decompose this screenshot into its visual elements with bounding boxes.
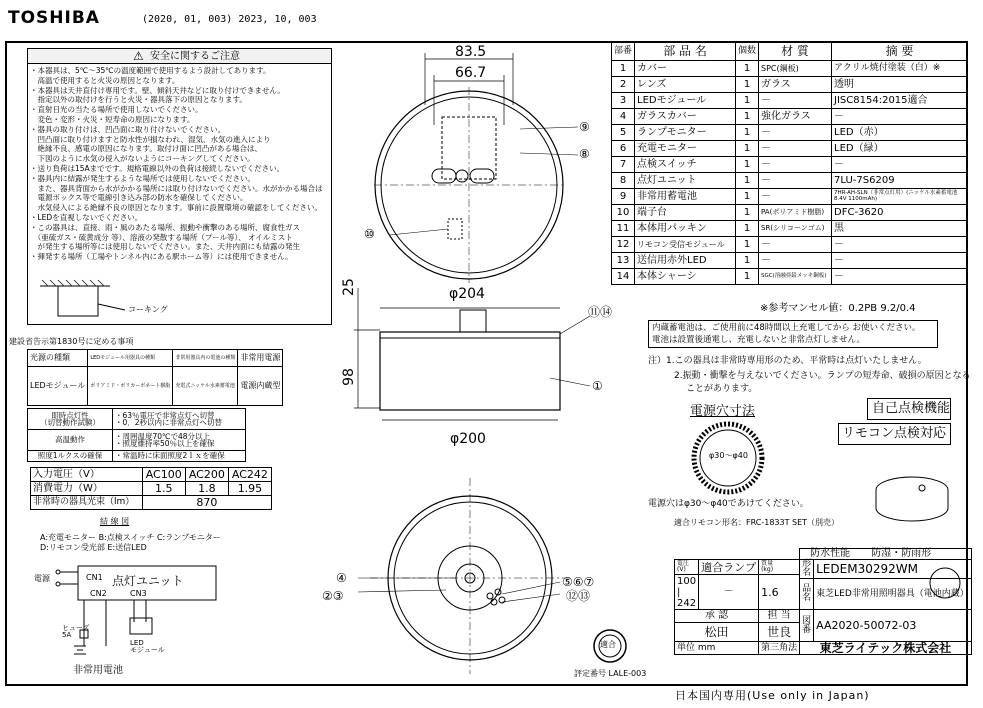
table-header: 部番 bbox=[612, 42, 635, 61]
table-cell: 13 bbox=[612, 253, 635, 269]
table-cell: ガラスカバー bbox=[635, 109, 736, 125]
table-row bbox=[612, 42, 968, 61]
table-row bbox=[675, 549, 972, 560]
table-cell: 点検スイッチ bbox=[635, 157, 736, 173]
table-cell: 1 bbox=[736, 269, 759, 285]
table-cell: PA(ポリアミド樹脂) bbox=[759, 205, 832, 221]
table-row bbox=[675, 560, 972, 575]
table-cell: 1 bbox=[736, 61, 759, 77]
table-cell: － bbox=[759, 157, 832, 173]
safety-line: 絶縁不良、感電の原因になります。取付け面に凹凸がある場合は、 bbox=[30, 144, 262, 154]
callout-8: ⑧ bbox=[579, 147, 590, 161]
table-cell: 入力電圧（V） bbox=[31, 468, 143, 482]
table-cell: ガラス bbox=[759, 77, 832, 93]
table-header: 個数 bbox=[736, 42, 759, 61]
table-cell: － bbox=[832, 253, 968, 269]
table-cell: 透明 bbox=[832, 77, 968, 93]
cn3-label: CN3 bbox=[130, 589, 147, 598]
table-row bbox=[612, 221, 968, 237]
hole-size: φ30～φ40 bbox=[709, 451, 748, 460]
table-row bbox=[612, 237, 968, 253]
table-row bbox=[612, 189, 968, 205]
table-cell: 非常用器具内の電池の種類 bbox=[173, 350, 238, 367]
dim-66-7: 66.7 bbox=[455, 65, 487, 81]
table-cell: LEDEM30292WM bbox=[814, 560, 972, 579]
wiring-title: 結 線 図 bbox=[100, 517, 130, 526]
table-row bbox=[612, 205, 968, 221]
table-cell: 消費電力（W） bbox=[31, 482, 143, 496]
callout-2-3: ②③ bbox=[322, 589, 344, 603]
table-cell: 担 当 bbox=[759, 610, 800, 623]
approval-table bbox=[27, 349, 283, 406]
table-cell: LEDモジュール bbox=[28, 367, 88, 406]
safety-line: 電源ボックス等で電線引き込み部の防水を確保してください。 bbox=[30, 193, 248, 203]
table-cell: 1 bbox=[736, 125, 759, 141]
callout-5-6-7: ⑤⑥⑦ bbox=[562, 575, 595, 589]
table-cell: 松田 bbox=[675, 623, 759, 642]
callout-9: ⑨ bbox=[579, 120, 590, 134]
caulking-label: コーキング bbox=[128, 305, 168, 314]
hole-text: 電源穴はφ30～φ40であけてください。 bbox=[648, 499, 809, 509]
table-row bbox=[31, 468, 272, 482]
table-cell: 1 bbox=[736, 109, 759, 125]
safety-line: ・本器具は、5℃～35℃の温度範囲で使用するよう設計してあります。 bbox=[30, 66, 271, 75]
table-row bbox=[612, 253, 968, 269]
table-row bbox=[28, 350, 283, 367]
munsell-note: ※参考マンセル値：0.2PB 9.2/0.4 bbox=[760, 303, 916, 314]
dim-25: 25 bbox=[340, 278, 357, 296]
table-cell: 送信用赤外LED bbox=[635, 253, 736, 269]
table-cell: － bbox=[759, 125, 832, 141]
model-circle bbox=[928, 566, 962, 600]
table-cell: － bbox=[832, 157, 968, 173]
dim-98: 98 bbox=[340, 368, 357, 386]
feature-remote-label: リモコン点検対応 bbox=[842, 426, 947, 441]
note-3: ことがあります。 bbox=[686, 384, 758, 394]
table-cell: 単位 mm bbox=[675, 642, 759, 655]
table-cell: － bbox=[832, 269, 968, 285]
table-cell: 1 bbox=[736, 253, 759, 269]
table-cell: － bbox=[699, 575, 759, 610]
safety-line: ・器具内に結露が発生するような場所では使用しないでください。 bbox=[30, 173, 255, 183]
callout-4: ④ bbox=[336, 571, 347, 585]
table-cell: LEDモジュール bbox=[635, 93, 736, 109]
table-cell: － bbox=[759, 237, 832, 253]
footer-note: 日本国内専用(Use only in Japan) bbox=[675, 689, 870, 702]
table-row bbox=[612, 269, 968, 285]
dim-83-5: 83.5 bbox=[455, 44, 487, 60]
table-row bbox=[28, 451, 246, 462]
table-cell: － bbox=[832, 109, 968, 125]
remote-text: 適合リモコン形名：FRC-1833T SET（別売） bbox=[674, 518, 840, 527]
notice-line-2: 電池は設置後通電し、充電しないと非常点灯しません。 bbox=[652, 335, 866, 345]
table-cell: 東芝LED非常用照明器具（電池内蔵） bbox=[814, 579, 972, 610]
table-cell: ・常温時に床面照度2ｌｘを確保 bbox=[113, 451, 246, 462]
cn1-label: CN1 bbox=[86, 573, 103, 582]
stamp-label: 適合 bbox=[600, 640, 616, 649]
electrical-table bbox=[30, 467, 272, 510]
table-cell: 10 bbox=[612, 205, 635, 221]
table-cell: 7LU-7S6209 bbox=[832, 173, 968, 189]
table-cell: 世良 bbox=[759, 623, 800, 642]
table-cell: リモコン受信モジュール bbox=[635, 237, 736, 253]
table-cell: 9 bbox=[612, 189, 635, 205]
callout-10: ⑩ bbox=[364, 227, 375, 241]
safety-title: 安全に関するご注意 bbox=[150, 51, 240, 62]
safety-line: （亜硫ガス・硫黄成分 等）、溶液の発散する場所（プール等）、 オイルミスト bbox=[30, 232, 293, 242]
table-cell: 1 bbox=[736, 189, 759, 205]
parts-table bbox=[611, 41, 968, 285]
top-view-drawing bbox=[370, 45, 600, 295]
table-cell: 5 bbox=[612, 125, 635, 141]
callout-12-13: ⑫⑬ bbox=[566, 589, 591, 603]
table-cell: 点灯ユニット bbox=[635, 173, 736, 189]
cert-number: 評定番号 LALE-003 bbox=[574, 669, 647, 678]
table-cell: 1.6 bbox=[759, 575, 800, 610]
notice-line-1: 内蔵蓄電池は、ご使用前に48時間以上充電してから お使いください。 bbox=[652, 323, 921, 333]
table-cell: 強化ガラス bbox=[759, 109, 832, 125]
warning-icon: ⚠ bbox=[133, 49, 144, 63]
table-row bbox=[612, 173, 968, 189]
table-cell: SGC(溶融亜鉛メッキ鋼板) bbox=[759, 269, 832, 285]
safety-line: ・この器具は、直接、雨・風のあたる場所、振動や衝撃のある場所、腐食性ガス bbox=[30, 222, 300, 232]
table-cell: 4 bbox=[612, 109, 635, 125]
safety-line: が発生する場所等には使用しないでください。また、天井内面にも結露の発生 bbox=[30, 242, 300, 252]
table-cell: 870 bbox=[142, 496, 271, 510]
specs-table bbox=[27, 408, 246, 462]
safety-line: 水気侵入による絶縁不良の原因となります。事前に設置環境の確認をしてください。 bbox=[30, 203, 322, 213]
table-cell: AA2020-50072-03 bbox=[814, 610, 972, 642]
table-row bbox=[612, 157, 968, 173]
led-label: LED モジュール bbox=[130, 639, 165, 654]
feature-self-check-label: 自己点検機能 bbox=[872, 401, 951, 416]
table-cell: 本体用パッキン bbox=[635, 221, 736, 237]
table-cell: 適合ランプ bbox=[699, 560, 759, 575]
table-cell: 承 認 bbox=[675, 610, 759, 623]
wiring-legend-1: A:充電モニター B:点検スイッチ C:ランプモニター bbox=[40, 533, 221, 542]
table-cell: 品名 bbox=[800, 579, 814, 610]
table-cell: 3 bbox=[612, 93, 635, 109]
table-header: 材 質 bbox=[759, 42, 832, 61]
table-row bbox=[31, 482, 272, 496]
unit-label: 点灯ユニット bbox=[112, 574, 184, 588]
header-dates: (2020, 01, 003) 2023, 10, 003 bbox=[142, 14, 317, 25]
callout-1: ① bbox=[592, 379, 603, 393]
table-header: 部 品 名 bbox=[635, 42, 736, 61]
safety-line: 下図のように水気の侵入がないようにコーキングしてください。 bbox=[30, 154, 255, 164]
table-cell: 1 bbox=[736, 141, 759, 157]
table-cell: レンズ bbox=[635, 77, 736, 93]
safety-line: 凹凸面に取り付けますと防水性が損なわれ、湿気、水気の進入により bbox=[30, 134, 271, 144]
table-cell: AC242 bbox=[228, 468, 271, 482]
safety-line: ・器具の取り付けは、凹凸面に取り付けないでください。 bbox=[30, 124, 225, 134]
table-cell: AC200 bbox=[185, 468, 228, 482]
table-cell: 即時点灯性 （切替動作試験） bbox=[28, 409, 113, 430]
table-cell: 6 bbox=[612, 141, 635, 157]
fuse-label: ヒューズ 5A bbox=[62, 624, 90, 639]
table-cell: － bbox=[759, 189, 832, 205]
table-cell: 第三角法 bbox=[759, 642, 800, 655]
table-row bbox=[675, 610, 972, 623]
table-cell: SPC(鋼板) bbox=[759, 61, 832, 77]
table-cell bbox=[800, 549, 972, 560]
table-cell: 7 bbox=[612, 157, 635, 173]
caulking-diagram bbox=[30, 280, 170, 320]
table-cell: 1 bbox=[736, 221, 759, 237]
dim-phi204: φ204 bbox=[449, 286, 485, 302]
table-cell: ポリアミド・ポリカーボネート樹脂 bbox=[88, 367, 173, 406]
table-cell: － bbox=[759, 253, 832, 269]
table-cell: 1 bbox=[736, 173, 759, 189]
waterproof-label: 防水性能 bbox=[810, 548, 851, 559]
table-cell: アクリル焼付塗装（白）※ bbox=[832, 61, 968, 77]
table-cell: 1.8 bbox=[185, 482, 228, 496]
safety-line: ・本器具は天井直付け専用です。壁、傾斜天井などに取り付けできません。 bbox=[30, 85, 285, 95]
table-cell: 2 bbox=[612, 77, 635, 93]
table-row bbox=[612, 125, 968, 141]
table-cell: 質量 (kg) bbox=[759, 560, 800, 575]
table-cell: 1 bbox=[612, 61, 635, 77]
table-cell: ・63％電圧で非常点灯へ切替 ・0．2秒以内に非常点灯へ切替 bbox=[113, 409, 246, 430]
wiring-legend-2: D:リモコン受光部 E:送信LED bbox=[40, 543, 147, 552]
table-row bbox=[28, 409, 246, 430]
table-row bbox=[612, 77, 968, 93]
table-cell: 8 bbox=[612, 173, 635, 189]
table-cell: カバー bbox=[635, 61, 736, 77]
safety-line: ・送り負荷は15Aまでです。規格電線以外の負荷は接続しないでください。 bbox=[30, 163, 285, 173]
table-header: 摘 要 bbox=[832, 42, 968, 61]
table-row bbox=[28, 430, 246, 451]
table-cell: 1 bbox=[736, 93, 759, 109]
table-cell: － bbox=[759, 93, 832, 109]
table-cell: 充電モニター bbox=[635, 141, 736, 157]
table-cell: 照度1ルクスの確保 bbox=[28, 451, 113, 462]
approval-title: 建設省告示第1830号に定める事項 bbox=[9, 337, 134, 346]
waterproof-value: 防湿・防雨形 bbox=[871, 548, 932, 559]
table-cell: LED（緑） bbox=[832, 141, 968, 157]
table-cell: AC100 bbox=[142, 468, 185, 482]
table-cell bbox=[675, 549, 800, 560]
table-cell: 東芝ライテック株式会社 bbox=[800, 642, 972, 655]
note-1: 注）1.この器具は非常時専用形のため、平常時は点灯いたしません。 bbox=[648, 356, 927, 366]
battery-label: 非常用電池 bbox=[73, 665, 123, 676]
product-illustration bbox=[872, 468, 952, 530]
hole-title: 電源穴寸法 bbox=[690, 404, 756, 419]
table-row bbox=[612, 109, 968, 125]
safety-line: 高温で使用すると火災の原因となります。 bbox=[30, 75, 180, 85]
table-cell: 電源内蔵型 bbox=[238, 367, 283, 406]
safety-line: また、器具背面から水がかかる場所には取り付けないでください。水がかかる場合は bbox=[30, 183, 323, 193]
table-cell: 端子台 bbox=[635, 205, 736, 221]
table-cell: 1.95 bbox=[228, 482, 271, 496]
dim-phi200: φ200 bbox=[450, 431, 486, 447]
table-cell: SR(シリコーンゴム) bbox=[759, 221, 832, 237]
table-cell: ・周囲温度70℃で48分以上 ・照度維持率50％以上を確保 bbox=[113, 430, 246, 451]
table-cell: 非常用蓄電池 bbox=[635, 189, 736, 205]
table-cell: 光源の種類 bbox=[28, 350, 88, 367]
table-cell: 形名 bbox=[800, 560, 814, 579]
table-cell: 充電式ニッケル水素蓄電池 bbox=[173, 367, 238, 406]
table-cell: － bbox=[759, 141, 832, 157]
note-2: 2.振動・衝撃を与えないでください。ランプの短寿命、破損の原因となる bbox=[674, 371, 971, 381]
table-cell: 14 bbox=[612, 269, 635, 285]
cn2-label: CN2 bbox=[90, 589, 107, 598]
table-cell: 100 | 242 bbox=[675, 575, 699, 610]
title-block bbox=[674, 548, 972, 655]
table-cell: 図番 bbox=[800, 610, 814, 642]
table-cell: 11 bbox=[612, 221, 635, 237]
table-cell: 1.5 bbox=[142, 482, 185, 496]
table-cell: － bbox=[832, 237, 968, 253]
table-cell: 本体シャーシ bbox=[635, 269, 736, 285]
table-cell: 1 bbox=[736, 237, 759, 253]
table-cell: 1 bbox=[736, 157, 759, 173]
safety-line: 変色・変形・火災・短寿命の原因になります。 bbox=[30, 114, 195, 124]
table-row bbox=[675, 642, 972, 655]
table-cell: 高温動作 bbox=[28, 430, 113, 451]
table-cell: JISC8154:2015適合 bbox=[832, 93, 968, 109]
table-row bbox=[612, 93, 968, 109]
table-cell: LEDモジュール用器具の種類 bbox=[88, 350, 173, 367]
table-cell: 7HR-AH-SLN（非常点灯用）(ニッケル水素蓄電池 8.4V 1100mAh) bbox=[832, 189, 968, 205]
table-cell: 12 bbox=[612, 237, 635, 253]
table-row bbox=[612, 61, 968, 77]
brand-logo: TOSHIBA bbox=[8, 8, 100, 28]
table-cell: ランプモニター bbox=[635, 125, 736, 141]
table-cell: 黒 bbox=[832, 221, 968, 237]
table-cell: LED（赤） bbox=[832, 125, 968, 141]
table-cell: 非常用電源 bbox=[238, 350, 283, 367]
table-row bbox=[612, 141, 968, 157]
safety-line: 指定以外の取付けを行うと火災・器具落下の原因となります。 bbox=[30, 95, 247, 105]
table-cell: － bbox=[759, 173, 832, 189]
safety-line: ・直射日光の当たる場所で使用しないでください。 bbox=[30, 105, 203, 115]
table-row bbox=[31, 496, 272, 510]
table-cell: DFC-3620 bbox=[832, 205, 968, 221]
table-row bbox=[28, 367, 283, 406]
power-label: 電源 bbox=[34, 574, 50, 583]
table-cell: 1 bbox=[736, 77, 759, 93]
table-cell: 非常時の器具光束（lm） bbox=[31, 496, 143, 510]
safety-line: ・揮発する場所（工場やトンネル内にある駅ホーム等）には使用できません。 bbox=[30, 252, 293, 262]
safety-lines bbox=[30, 66, 330, 262]
callout-11-14: ⑪⑭ bbox=[588, 305, 613, 319]
table-cell: 電圧 (V) bbox=[675, 560, 699, 575]
table-cell: 1 bbox=[736, 205, 759, 221]
safety-line: ・LEDを直視しないでください。 bbox=[30, 212, 143, 222]
